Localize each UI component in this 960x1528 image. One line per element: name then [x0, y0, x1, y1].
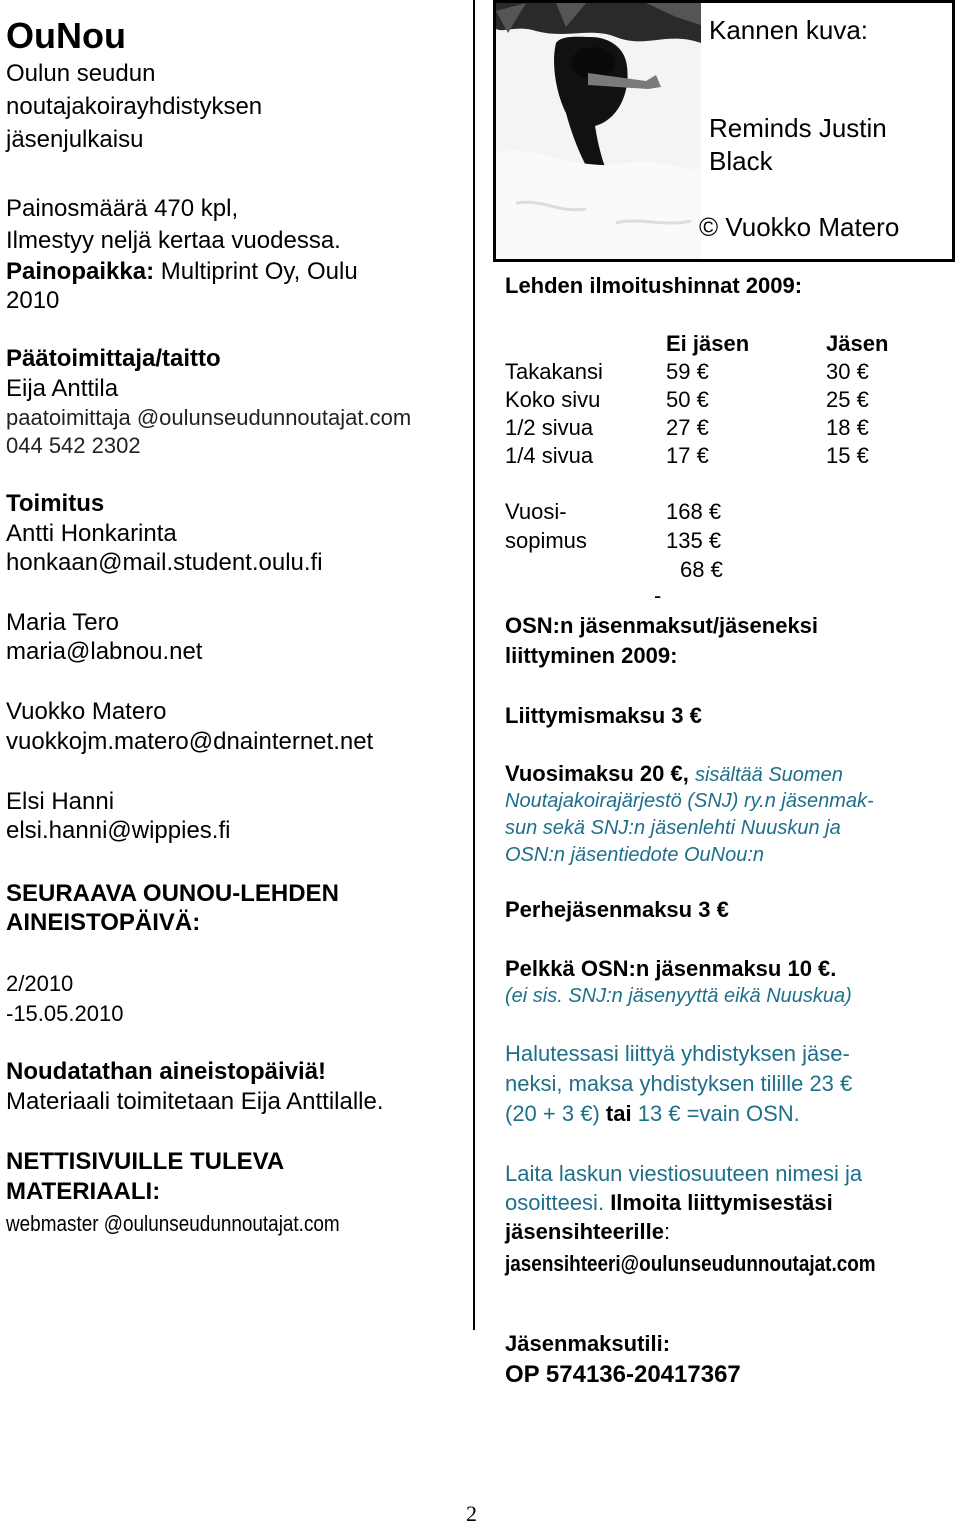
- editor-phone: 044 542 2302: [6, 433, 141, 458]
- account-number: OP 574136-20417367: [505, 1361, 741, 1388]
- annual-value-1: 168 €: [666, 499, 722, 524]
- staff-name: Maria Tero: [6, 609, 119, 636]
- row-label: 1/4 sivua: [505, 443, 594, 468]
- invoice-text-2a: osoitteesi.: [505, 1190, 605, 1215]
- join-text-or: tai: [605, 1101, 632, 1126]
- row-nonmember: 59 €: [666, 359, 709, 384]
- annual-fee-note-4: OSN:n jäsentiedote OuNou:n: [505, 844, 765, 866]
- print-year: 2010: [6, 287, 60, 314]
- printer-line: [6, 258, 358, 286]
- web-heading-1: NETTISIVUILLE TULEVA: [6, 1148, 285, 1175]
- cover-name-line-2: Black: [709, 146, 773, 176]
- staff-email[interactable]: elsi.hanni@wippies.fi: [6, 817, 231, 844]
- staff-email[interactable]: maria@labnou.net: [6, 638, 203, 665]
- annual-value-3: 68 €: [680, 557, 723, 582]
- notify-bold-2: jäsensihteerille: [505, 1219, 664, 1244]
- notify-colon: :: [663, 1219, 671, 1244]
- ads-heading: Lehden ilmoitushinnat 2009:: [505, 273, 803, 298]
- page-number: 2: [466, 1501, 477, 1526]
- subtitle-line-2: noutajakoirayhdistyksen: [6, 93, 263, 120]
- staff-email[interactable]: vuokkojm.matero@dnainternet.net: [6, 728, 374, 755]
- editor-name: Eija Anttila: [6, 375, 119, 402]
- next-issue-heading-1: SEURAAVA OUNOU-LEHDEN: [6, 880, 339, 907]
- staff-name: Vuokko Matero: [6, 698, 167, 725]
- cover-box: [493, 0, 955, 262]
- row-member: 30 €: [826, 359, 869, 384]
- annual-fee-note-1: sisältää Suomen: [694, 764, 843, 786]
- join-text-3: [505, 1100, 800, 1127]
- subtitle-line-1: Oulun seudun: [6, 60, 156, 87]
- editor-heading: Päätoimittaja/taitto: [6, 345, 221, 372]
- row-label: Takakansi: [505, 359, 603, 384]
- row-nonmember: 17 €: [666, 443, 709, 468]
- magazine-title: OuNou: [6, 15, 126, 56]
- joining-fee: Liittymismaksu 3 €: [505, 703, 702, 728]
- account-heading: Jäsenmaksutili:: [505, 1331, 671, 1356]
- invoice-text-1: Laita laskun viestiosuuteen nimesi ja: [505, 1161, 863, 1186]
- deadline-note: Noudatathan aineistopäiviä!: [6, 1058, 327, 1085]
- membership-heading-1: OSN:n jäsenmaksut/jäseneksi: [505, 613, 819, 638]
- row-nonmember: 50 €: [666, 387, 709, 412]
- staff-name: Antti Honkarinta: [6, 520, 177, 547]
- notify-line: [505, 1218, 670, 1245]
- staff-heading: Toimitus: [6, 490, 105, 517]
- secretary-email[interactable]: jasensihteeri@oulunseudunnoutajat.com: [505, 1251, 876, 1276]
- join-text-end: 13 € =vain OSN.: [631, 1101, 800, 1126]
- staff-name: Elsi Hanni: [6, 788, 115, 815]
- print-run: Painosmäärä 470 kpl,: [6, 195, 239, 222]
- col-header-nonmember: Ei jäsen: [666, 331, 750, 356]
- web-heading-2: MATERIAALI:: [6, 1178, 161, 1205]
- join-text-3a: (20 + 3 €): [505, 1101, 600, 1126]
- annual-value-2: 135 €: [666, 528, 722, 553]
- cover-label: Kannen kuva:: [709, 15, 869, 45]
- cover-credit: © Vuokko Matero: [699, 212, 900, 242]
- annual-fee-line: [505, 760, 843, 789]
- annual-fee-note-2: Noutajakoirajärjestö (SNJ) ry.n jäsenmak-: [505, 790, 874, 812]
- row-member: 18 €: [826, 415, 869, 440]
- row-member: 25 €: [826, 387, 869, 412]
- family-fee: Perhejäsenmaksu 3 €: [505, 897, 729, 922]
- row-nonmember: 27 €: [666, 415, 709, 440]
- row-member: 15 €: [826, 443, 869, 468]
- osn-only-fee: Pelkkä OSN:n jäsenmaksu 10 €.: [505, 956, 837, 981]
- web-email[interactable]: webmaster @oulunseudunnoutajat.com: [6, 1211, 340, 1236]
- printer-value: Multiprint Oy, Oulu: [154, 258, 358, 285]
- annual-dash: -: [654, 583, 662, 608]
- next-issue-date: -15.05.2010: [6, 1001, 124, 1026]
- join-text-2: neksi, maksa yhdistyksen tilille 23 €: [505, 1071, 853, 1096]
- join-text-1: Halutessasi liittyä yhdistyksen jäse-: [505, 1041, 850, 1066]
- osn-only-note: (ei sis. SNJ:n jäsenyyttä eikä Nuuskua): [505, 985, 852, 1007]
- annual-label-1: Vuosi-: [505, 499, 567, 524]
- staff-email[interactable]: honkaan@mail.student.oulu.fi: [6, 549, 323, 576]
- editor-email[interactable]: paatoimittaja @oulunseudunnoutajat.com: [6, 405, 412, 430]
- membership-heading-2: liittyminen 2009:: [505, 643, 678, 668]
- printer-label: Painopaikka:: [6, 258, 155, 285]
- next-issue-number: 2/2010: [6, 971, 74, 996]
- dog-in-snow-photo: [496, 3, 701, 260]
- annual-label-2: sopimus: [505, 528, 587, 553]
- col-header-member: Jäsen: [826, 331, 889, 356]
- next-issue-heading-2: AINEISTOPÄIVÄ:: [6, 909, 201, 936]
- frequency: Ilmestyy neljä kertaa vuodessa.: [6, 227, 341, 254]
- invoice-text-2: [505, 1189, 833, 1216]
- row-label: 1/2 sivua: [505, 415, 594, 440]
- column-divider: [473, 0, 475, 1330]
- row-label: Koko sivu: [505, 387, 601, 412]
- annual-fee: Vuosimaksu 20 €,: [505, 761, 689, 786]
- cover-name-line-1: Reminds Justin: [709, 113, 887, 143]
- notify-bold-1: Ilmoita liittymisestäsi: [610, 1190, 833, 1215]
- material-note: Materiaali toimitetaan Eija Anttilalle.: [6, 1088, 384, 1115]
- subtitle-line-3: jäsenjulkaisu: [6, 126, 144, 153]
- annual-fee-note-3: sun sekä SNJ:n jäsenlehti Nuuskun ja: [505, 817, 841, 839]
